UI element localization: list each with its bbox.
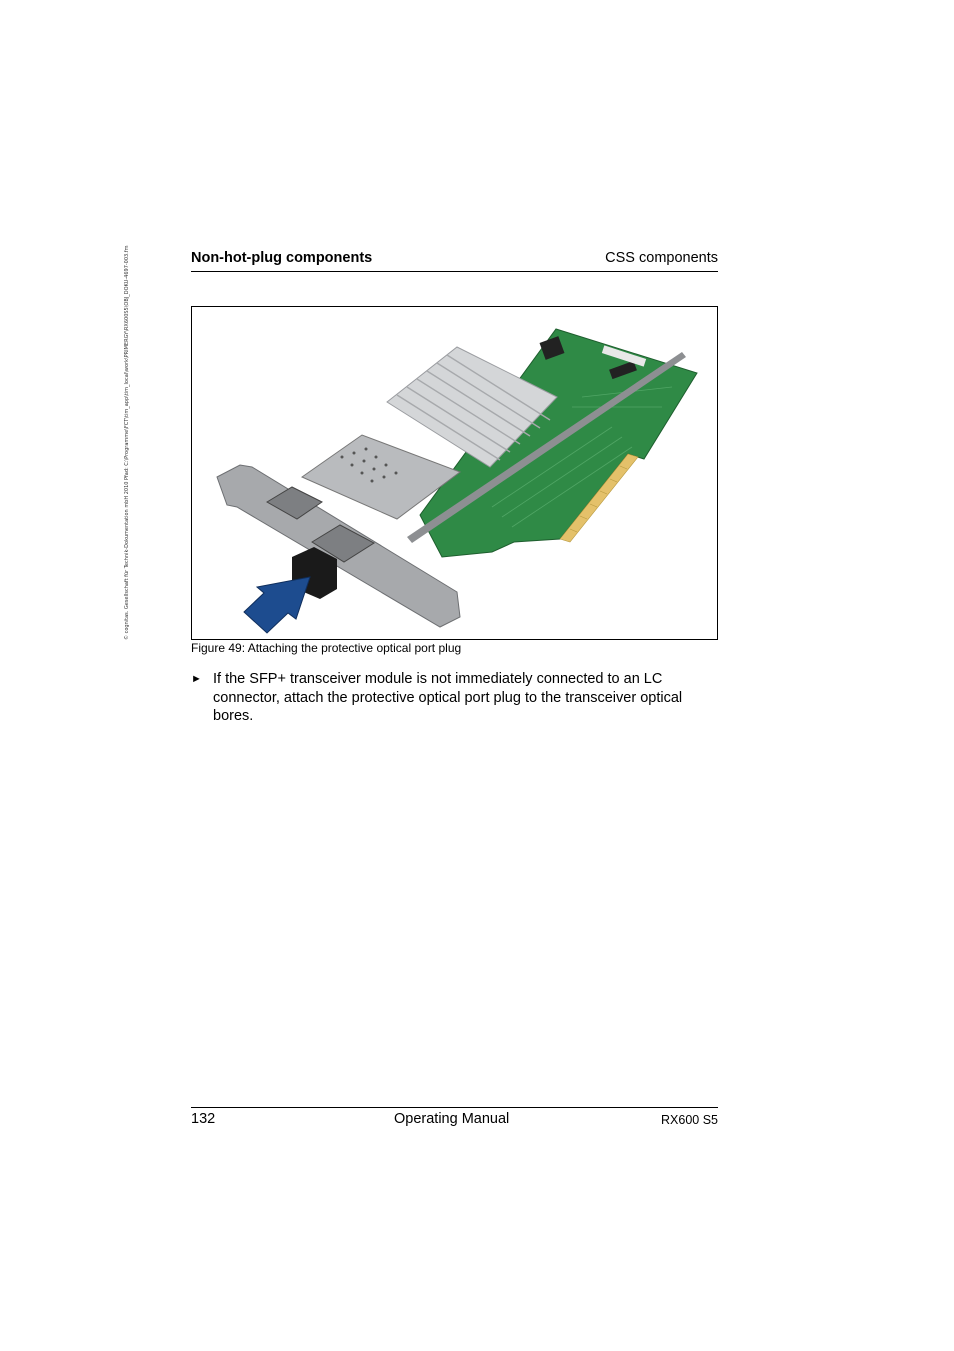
instruction-step bbox=[191, 670, 718, 726]
section-title: Non-hot-plug components bbox=[191, 250, 373, 266]
figure-caption: Figure 49: Attaching the protective optical port plug bbox=[191, 641, 462, 655]
manual-title: Operating Manual bbox=[394, 1111, 510, 1127]
figure-frame bbox=[191, 306, 718, 640]
network-card-illustration bbox=[192, 307, 717, 639]
side-note: © cognitas. Gesellschaft für Technik-Dokumentation mbH 2010 Pfad: C:\Programme\FCT\tim_app\tim_local\work\PRIMERGY\RX600S5\OBJ_DOKU-4697-003.fm bbox=[124, 245, 130, 640]
chapter-title: CSS components bbox=[605, 250, 718, 266]
page-number: 132 bbox=[191, 1111, 216, 1127]
insertion-arrow bbox=[244, 577, 310, 633]
instruction-text: If the SFP+ transceiver module is not immediately connected to an LC connector, attach the protective optical port plug to the transceiver optical bores. bbox=[213, 671, 683, 724]
page-footer bbox=[191, 1107, 718, 1132]
bullet-arrow-icon: ► bbox=[191, 673, 202, 685]
model-name: RX600 S5 bbox=[661, 1113, 718, 1127]
page-header bbox=[191, 249, 718, 272]
